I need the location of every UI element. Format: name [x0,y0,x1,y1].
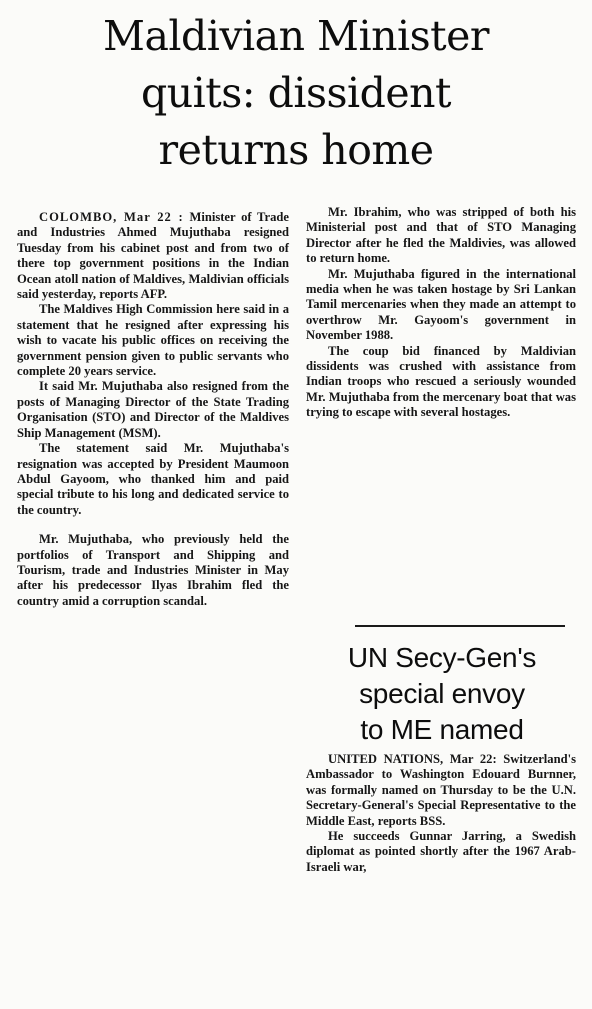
sidebar-headline-line: special envoy [359,678,525,709]
article-paragraph: He succeeds Gunnar Jarring, a Swedish diplomat as pointed shortly after the 1967 Arab-Israeli war, [306,829,576,874]
section-divider [355,625,565,627]
main-headline-line: Maldivian Minister [102,12,490,60]
article-column-right [306,205,576,421]
sidebar-article-body [306,752,576,875]
article-paragraph: The Maldives High Commission here said in a statement that he resigned after expressing his wish to vacate his public offices on receiving the government pension given to public servants who complete 20 years service. [17,302,289,379]
article-paragraph [17,210,289,302]
article-column-left [17,210,289,609]
main-headline [18,8,574,179]
article-paragraph: Mr. Mujuthaba figured in the international media when he was taken hostage by Sri Lankan Tamil mercenaries when they made an attempt to overthrow Mr. Gayoom's government in November 1988. [306,266,576,343]
sidebar-headline-line: to ME named [360,714,524,745]
sidebar-headline-line: UN Secy-Gen's [347,642,537,673]
article-paragraph: The statement said Mr. Mujuthaba's resignation was accepted by President Maumoon Abdul Gayoom, who thanked him and paid special tribute to his long and dedicated service to the country. [17,441,289,517]
main-headline-line: quits: dissident [140,69,452,117]
dateline: COLOMBO, Mar 22 : [39,210,184,224]
article-paragraph: Mr. Mujuthaba, who previously held the portfolios of Transport and Shipping and Tourism, trade and Industries Minister in May after his predecessor Ilyas Ibrahim fled the country amid a corruption scandal. [17,532,289,608]
article-paragraph: The coup bid financed by Maldivian dissidents was crushed with assistance from Indian troops who rescued a seriously wounded Mr. Mujuthaba from the mercenary boat that was trying to escape with several hostages. [306,343,576,420]
article-paragraph: UNITED NATIONS, Mar 22: Switzerland's Ambassador to Washington Edouard Burnner, was formally named on Thursday to be the U.N. Secretary-General's Special Representative to the Middle East, reports BSS. [306,752,576,828]
paragraph-text: Minister of Trade and Industries Ahmed Mujuthaba resigned Tuesday from his cabinet post and from two of there top government positions in the Indian Ocean atoll nation of Maldives, Maldivian officials said yesterday, reports AFP. [17,210,289,302]
sidebar-headline [300,640,584,748]
article-paragraph: It said Mr. Mujuthaba also resigned from the posts of Managing Director of the State Trading Organisation (STO) and Director of the Maldives Ship Management (MSM). [17,379,289,440]
article-paragraph: Mr. Ibrahim, who was stripped of both his Ministerial post and that of STO Managing Director after he fled the Maldivies, was allowed to return home. [306,205,576,266]
main-headline-line: returns home [158,126,434,174]
